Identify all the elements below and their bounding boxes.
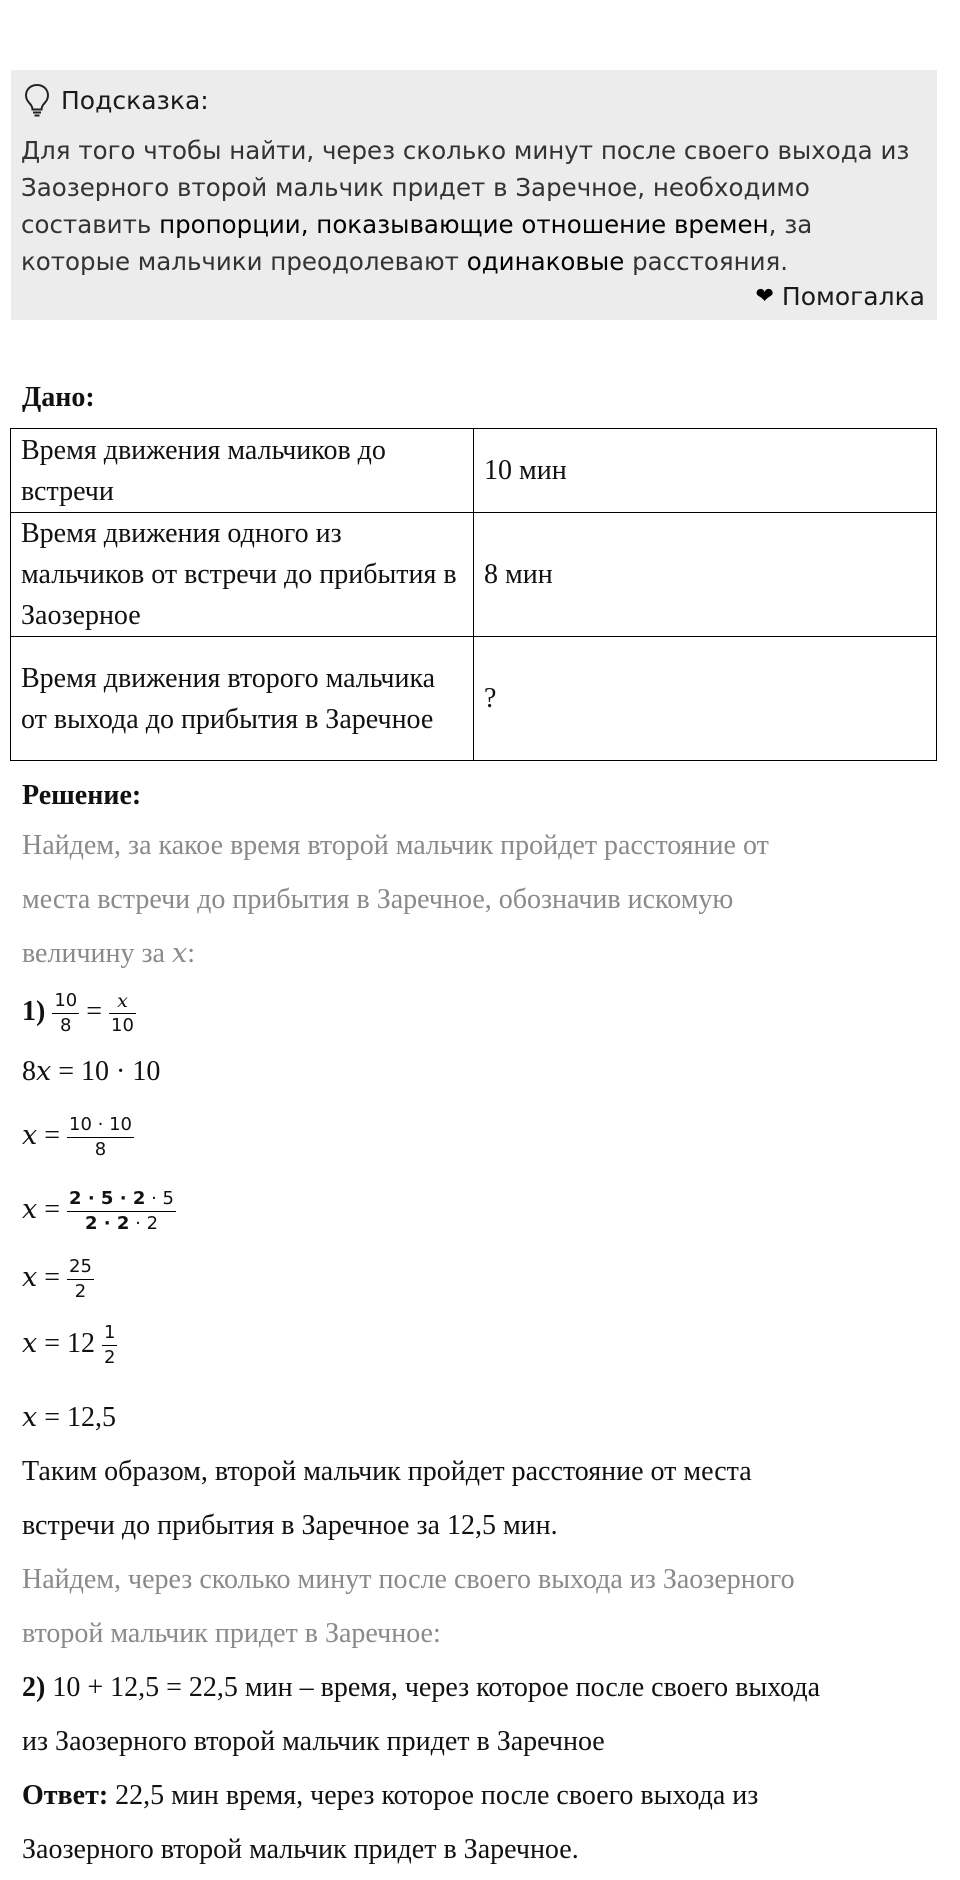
equation-2 [22, 1056, 160, 1088]
given-value-cell: ? [474, 637, 937, 761]
equals-sign: = [86, 995, 103, 1027]
given-table [10, 428, 937, 761]
hint-text-part: , за которые мальчики преодолевают [21, 210, 813, 276]
step-label: 2) [22, 1672, 46, 1703]
intro-text: места встречи до прибытия в Заречное, обозначив искомую [22, 884, 734, 915]
fraction [109, 990, 136, 1037]
hint-text-emphasis: пропорции, показывающие отношение времен [159, 210, 769, 239]
variable: x [22, 1402, 38, 1433]
numerator: 10 [52, 990, 79, 1014]
numerator: · 5 [145, 1188, 174, 1209]
numerator: 1 [102, 1322, 117, 1346]
hint-title: Подсказка: [61, 85, 209, 115]
intro-text: Найдем, за какое время второй мальчик пройдет расстояние от [22, 830, 769, 861]
equals-sign: = [44, 1119, 61, 1151]
answer-label: Ответ: [22, 1780, 109, 1811]
table-row [11, 513, 937, 637]
answer-text: 22,5 мин время, через которое после своего выхода из [108, 1780, 759, 1811]
table-row [11, 429, 937, 513]
fraction [52, 990, 79, 1037]
intro-text-part: : [187, 938, 195, 969]
hint-header [23, 80, 209, 120]
variable: x [22, 1193, 38, 1225]
variable: x [22, 1119, 38, 1151]
step-label: 1) [22, 995, 46, 1027]
hint-text [21, 132, 927, 280]
denominator: 8 [60, 1015, 72, 1036]
variable: x [22, 1327, 38, 1359]
step-text: 10 + 12,5 = 22,5 мин – время, через которое после своего выхода [45, 1672, 820, 1703]
variable: x [22, 1261, 38, 1293]
equation-6 [22, 1322, 117, 1369]
conclusion-text: встречи до прибытия в Заречное за 12,5 мин. [22, 1510, 558, 1541]
denominator: 2 · 2 [84, 1213, 130, 1234]
equation-rest: = 10 · 10 [51, 1056, 161, 1087]
solution-label: Решение: [22, 780, 142, 811]
conclusion-text: Таким образом, второй мальчик пройдет расстояние от места [22, 1456, 752, 1487]
fraction [67, 1256, 94, 1303]
brand-label: Помогалка [781, 282, 925, 311]
result-value: 12,5 [67, 1402, 117, 1433]
variable: x [171, 938, 188, 969]
intro-text-part: величину за [22, 938, 172, 969]
numerator: 10 · 10 [67, 1114, 134, 1138]
coefficient: 8 [22, 1056, 36, 1087]
fraction [102, 1322, 117, 1369]
step-2 [22, 1672, 820, 1704]
hint-text-part: расстояния. [624, 247, 789, 276]
denominator: 2 [104, 1347, 116, 1368]
equals-sign: = [44, 1261, 61, 1293]
hint-box [11, 70, 937, 320]
equation-7: x = 12,5 [22, 1402, 117, 1433]
whole-part: 12 [67, 1327, 96, 1359]
lightbulb-icon [23, 83, 51, 117]
step-2-continued: из Заозерного второй мальчик придет в Заречное [22, 1726, 605, 1757]
brand-link[interactable] [755, 282, 925, 311]
answer-continued: Заозерного второй мальчик придет в Заречное. [22, 1834, 579, 1865]
equals-sign: = [44, 1193, 61, 1225]
given-label: Дано: [22, 382, 95, 413]
equation-3 [22, 1114, 134, 1161]
equation-5 [22, 1256, 94, 1303]
fraction [67, 1188, 176, 1235]
denominator: 2 [74, 1281, 87, 1302]
fraction [67, 1114, 134, 1161]
equation-4 [22, 1188, 176, 1235]
heart-icon: ❤ [755, 284, 774, 309]
given-value-cell: 8 мин [474, 513, 937, 637]
equation-1 [22, 990, 136, 1037]
denominator: · 2 [129, 1213, 159, 1234]
hint-text-emphasis: одинаковые [466, 247, 625, 276]
equals-sign: = [44, 1327, 61, 1359]
table-row [11, 637, 937, 761]
answer [22, 1780, 758, 1812]
numerator: 25 [67, 1256, 94, 1280]
numerator: x [109, 990, 136, 1014]
given-name-cell: Время движения второго мальчика от выхода до прибытия в Заречное [11, 637, 474, 761]
variable: x [36, 1056, 52, 1087]
intro-text: второй мальчик придет в Заречное: [22, 1618, 441, 1649]
given-value-cell: 10 мин [474, 429, 937, 513]
hint-text-part: Для того чтобы найти, через сколько минут после своего выхода из Заозерного второй мальчик придет в Заречное, необходимо составить [21, 136, 910, 239]
given-name-cell: Время движения одного из мальчиков от встречи до прибытия в Заозерное [11, 513, 474, 637]
given-name-cell: Время движения мальчиков до встречи [11, 429, 474, 513]
denominator: 8 [94, 1139, 107, 1160]
intro-text: Найдем, через сколько минут после своего выхода из Заозерного [22, 1564, 795, 1595]
intro-text [22, 938, 195, 970]
denominator: 10 [111, 1015, 134, 1036]
numerator: 2 · 5 · 2 [69, 1188, 146, 1209]
